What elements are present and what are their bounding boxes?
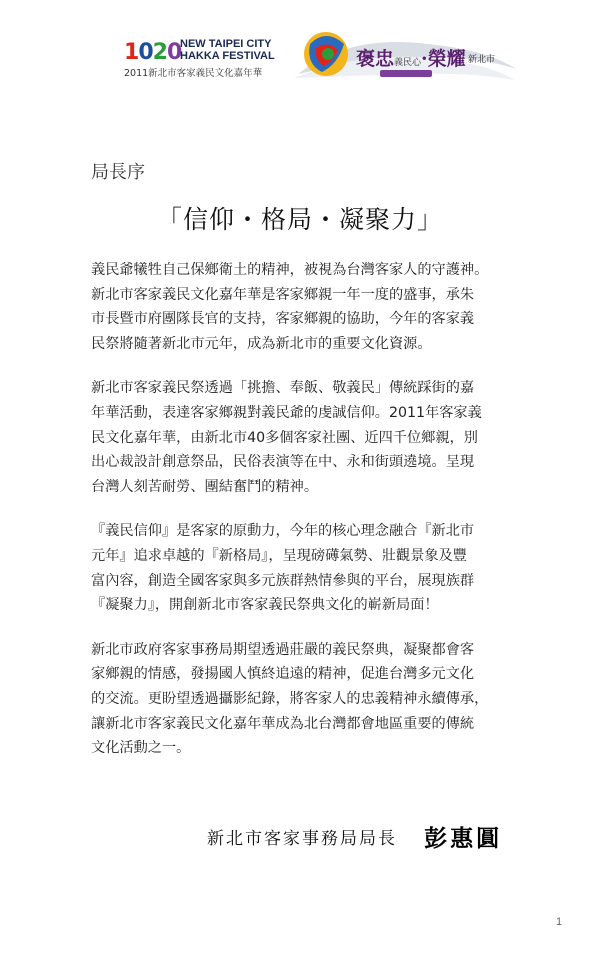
paragraph-line: 富內容，創造全國客家與多元族群熱情參與的平台，展現族群 <box>91 572 475 589</box>
paragraph-line: 新北市客家義民祭透過「挑擔、奉飯、敬義民」傳統踩街的嘉 <box>91 380 475 397</box>
event-logo-big-text: 榮耀 <box>427 48 466 70</box>
paragraph-line: 新北市客家義民文化嘉年華是客家鄉親一年一度的盛事，承朱 <box>91 286 475 303</box>
event-logo-tag-bar <box>380 70 432 77</box>
page-number: 1 <box>556 916 563 928</box>
festival-logo-mark-digit: 0 <box>138 40 153 65</box>
paragraph-line: 出心裁設計創意祭品，民俗表演等在中、永和街頭遶境。呈現 <box>91 454 475 471</box>
signature-title: 新北市客家事務局局長 <box>207 829 397 849</box>
festival-logo-mark-digit: 0 <box>166 40 182 65</box>
paragraph-line: 民祭將隨著新北市元年，成為新北市的重要文化資源。 <box>91 335 432 352</box>
paragraph-line: 市長暨市府團隊長官的支持，客家鄉親的協助，今年的客家義 <box>91 311 475 328</box>
paragraph-line: 『義民信仰』是客家的原動力，今年的核心理念融合『新北市 <box>91 523 475 540</box>
paragraph-line: 讓新北市客家義民文化嘉年華成為北台灣都會地區重要的傳統 <box>91 715 475 732</box>
paragraph <box>91 638 521 761</box>
paragraph-line: 元年』追求卓越的『新格局』，呈現磅礡氣勢、壯觀景象及豐 <box>91 547 467 564</box>
festival-logo-mark <box>124 40 181 65</box>
signature-name: 彭惠圓 <box>424 825 503 852</box>
paragraph <box>91 376 521 499</box>
paragraph-line: 新北市政府客家事務局期望透過莊嚴的義民祭典，凝聚都會客 <box>91 641 475 658</box>
paragraph <box>91 519 521 617</box>
paragraph-line: 文化活動之一。 <box>91 740 191 757</box>
signature <box>207 820 502 853</box>
event-logo <box>288 14 518 96</box>
event-logo-big-text: 褒忠 <box>356 48 395 70</box>
paragraph-line: 年華活動，表達客家鄉親對義民爺的虔誠信仰。2011年客家義 <box>91 404 482 421</box>
paragraph-line: 義民爺犧牲自己保鄉衛土的精神，被視為台灣客家人的守護神。 <box>91 262 489 278</box>
paragraph-line: 的交流。更盼望透過攝影紀錄，將客家人的忠義精神永續傳承， <box>91 690 489 707</box>
body-text <box>91 258 521 781</box>
festival-logo-english: NEW TAIPEI CITY HAKKA FESTIVAL <box>180 38 275 62</box>
event-logo-text <box>356 44 466 71</box>
festival-logo-subtitle: 2011新北市客家義民文化嘉年華 <box>124 68 263 79</box>
paragraph-line: 家鄉親的情感，發揚國人慎終追遠的精神，促進台灣多元文化 <box>91 666 475 683</box>
event-logo-small-text: 義民心 <box>394 58 422 68</box>
festival-logo-mark-digit: 2 <box>152 40 167 65</box>
headline: 「信仰・格局・凝聚力」 <box>156 205 443 234</box>
paragraph <box>91 258 521 356</box>
paragraph-line: 『凝聚力』，開創新北市客家義民祭典文化的嶄新局面！ <box>91 597 439 614</box>
page-header <box>0 0 600 100</box>
section-title: 局長序 <box>91 162 145 183</box>
festival-logo <box>124 34 294 78</box>
paragraph-line: 民文化嘉年華，由新北市40多個客家社團、近四千位鄉親，別 <box>91 429 478 446</box>
festival-logo-mark-digit: 1 <box>124 40 139 65</box>
event-logo-city: 新北市 <box>468 55 496 65</box>
paragraph-line: 台灣人刻苦耐勞、團結奮鬥的精神。 <box>91 478 319 495</box>
event-logo-separator: · <box>421 48 428 70</box>
